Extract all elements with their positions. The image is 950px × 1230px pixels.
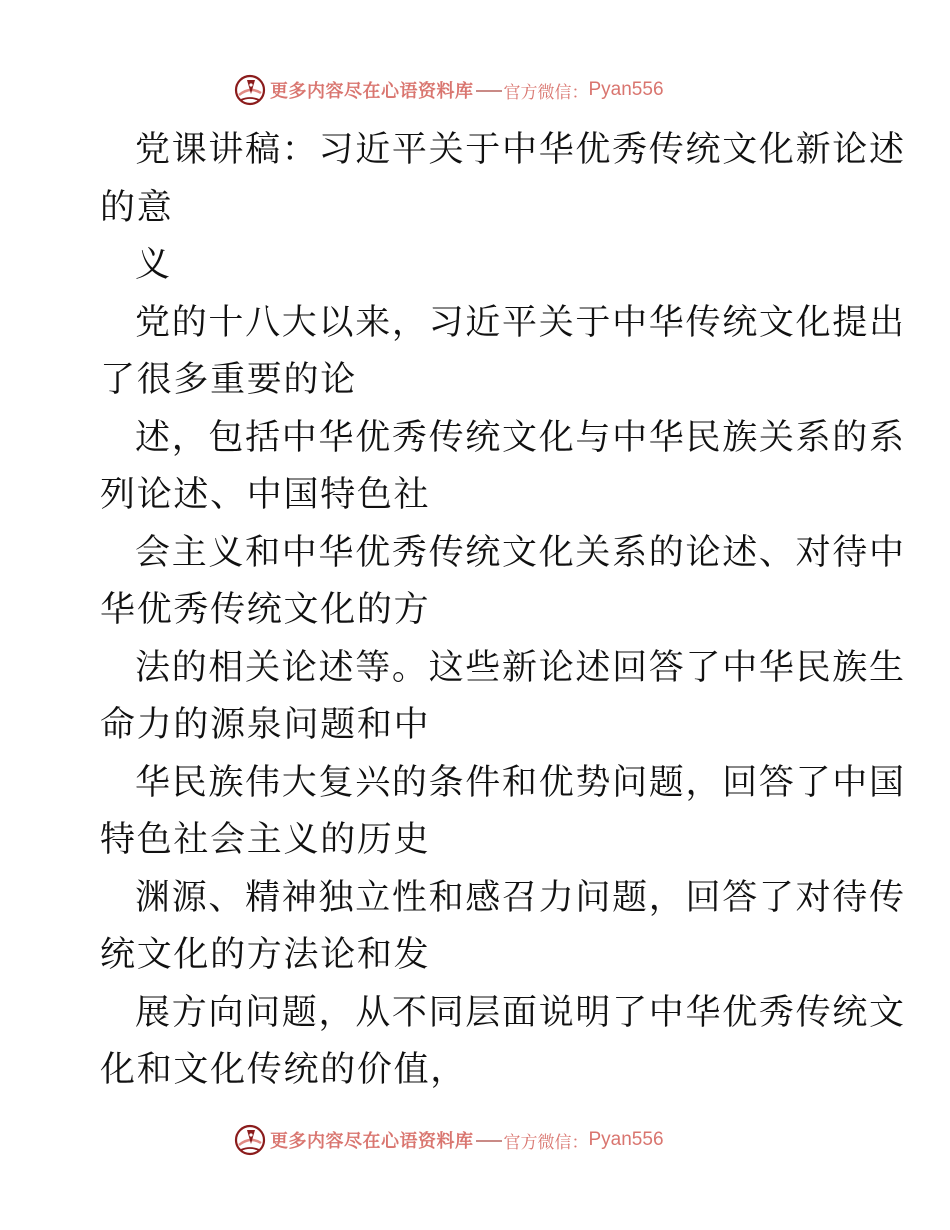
- watermark-brand-text: 更多内容尽在心语资料库: [270, 1131, 474, 1152]
- document-text-line: 了很多重要的论: [100, 360, 357, 400]
- document-text-line: 法的相关论述等。这些新论述回答了中华民族生: [135, 647, 906, 688]
- document-text-line: 统文化的方法论和发: [100, 935, 431, 975]
- document-text-line: 展方向问题，从不同层面说明了中华优秀传统文: [135, 992, 906, 1033]
- document-text-line: 特色社会主义的历史: [100, 820, 431, 860]
- document-text-line: 列论述、中国特色社: [100, 475, 431, 515]
- watermark-wechat-id: Pyan556: [588, 1129, 664, 1150]
- footer-watermark: [234, 1123, 664, 1157]
- document-text-line: 述，包括中华优秀传统文化与中华民族关系的系: [135, 417, 906, 458]
- document-text-line: 的意: [100, 187, 174, 228]
- document-body: [100, 122, 906, 1100]
- document-text-line: 命力的源泉问题和中: [100, 705, 431, 745]
- watermark-brand-text: 更多内容尽在心语资料库: [270, 81, 474, 102]
- pen-nib-logo-icon: [234, 1124, 266, 1156]
- document-text-line: 党的十八大以来，习近平关于中华传统文化提出: [135, 302, 906, 343]
- watermark-official-label: 官方微信：: [503, 1132, 589, 1153]
- document-text-line: 化和文化传统的价值，: [100, 1050, 468, 1090]
- watermark-divider: [476, 90, 502, 92]
- pen-nib-logo-icon: [234, 74, 266, 106]
- document-text-line: 华民族伟大复兴的条件和优势问题，回答了中国: [135, 762, 906, 803]
- watermark-wechat-id: Pyan556: [588, 79, 664, 100]
- document-text-line: 华优秀传统文化的方: [100, 590, 431, 630]
- watermark-official-label: 官方微信：: [503, 82, 589, 103]
- document-text-line: 会主义和中华优秀传统文化关系的论述、对待中: [135, 532, 906, 573]
- header-watermark: [234, 73, 664, 107]
- document-text-line: 义: [135, 245, 172, 285]
- watermark-divider: [476, 1140, 502, 1142]
- document-text-line: 党课讲稿：习近平关于中华优秀传统文化新论述: [135, 130, 906, 170]
- document-text-line: 渊源、精神独立性和感召力问题，回答了对待传: [135, 877, 906, 918]
